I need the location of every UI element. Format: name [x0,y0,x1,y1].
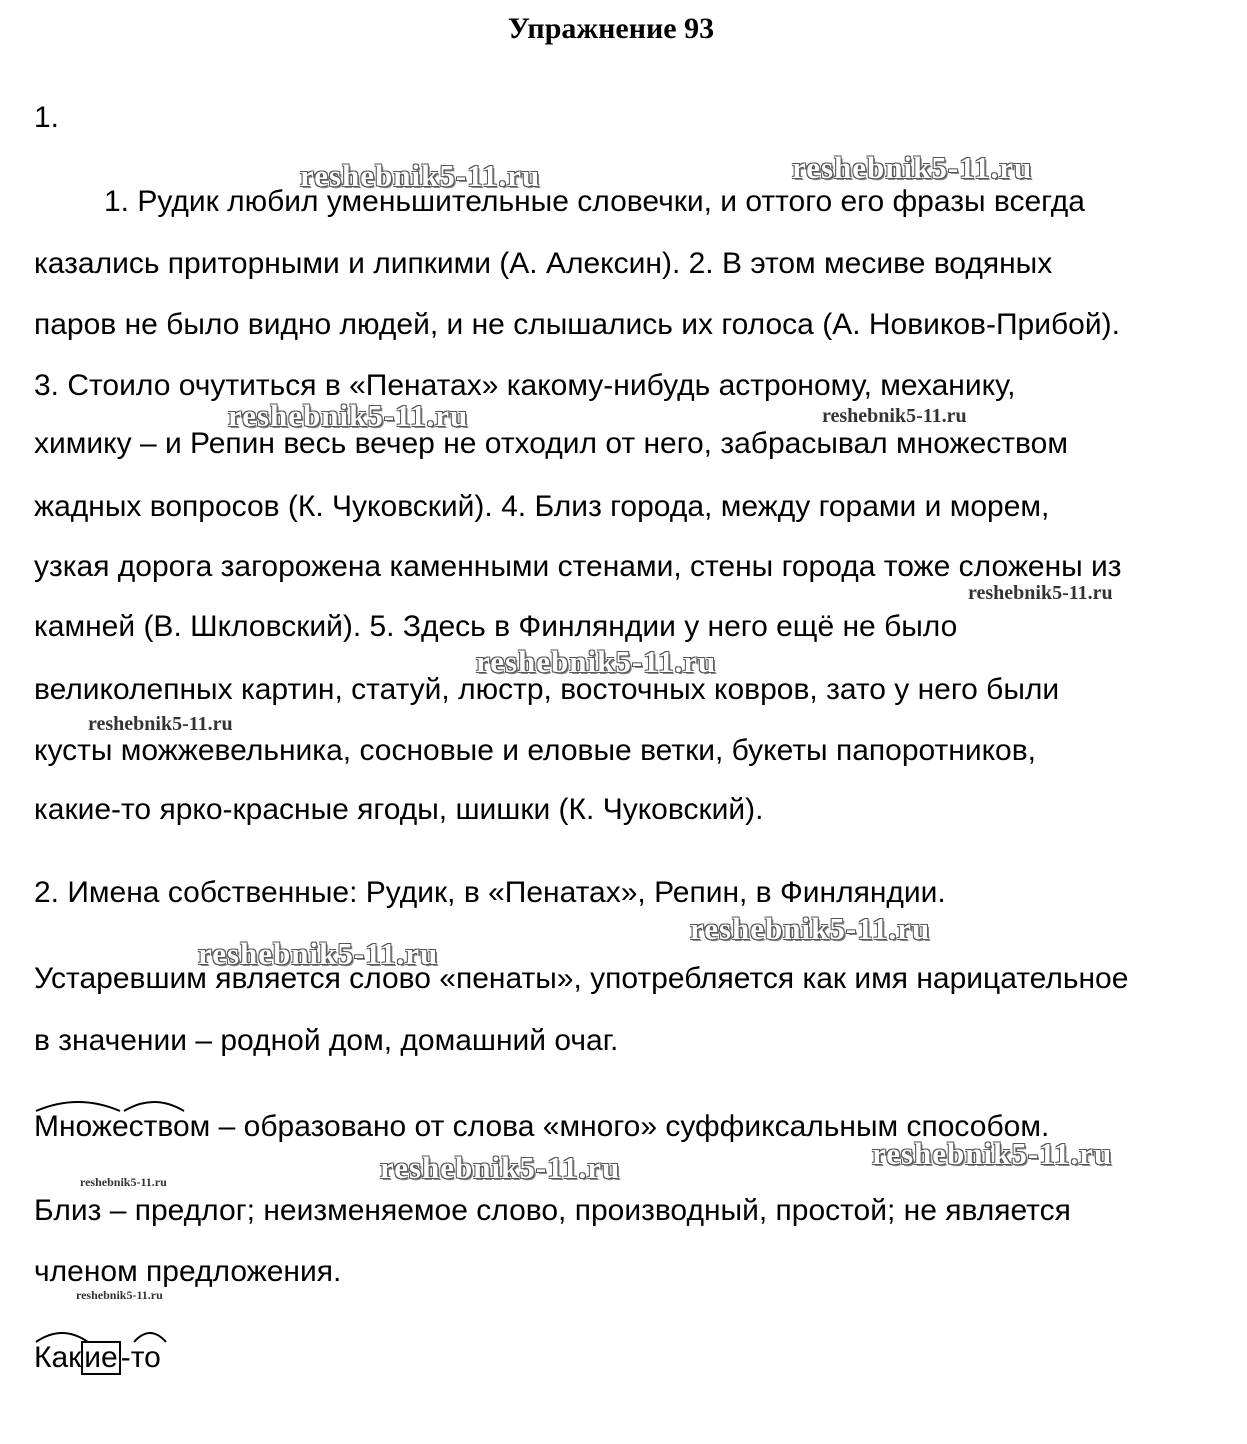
text-line: камней (В. Шкловский). 5. Здесь в Финляндии у него ещё не было [34,610,958,643]
ending-box: ие [81,1341,120,1375]
morpheme-breakdown [34,1340,161,1376]
morphemic-word: Как ие -то [34,1340,161,1376]
root-suffix-arcs [34,1095,204,1115]
watermark: reshebnik5-11.ru [88,713,233,735]
text-line: паров не было видно людей, и не слышались их голоса (А. Новиков-Прибой). [34,308,1120,341]
text-line: жадных вопросов (К. Чуковский). 4. Близ города, между горами и морем, [34,490,1050,523]
text-line: химику – и Репин весь вечер не отходил от него, забрасывал множеством [34,427,1068,460]
text-line: казались приторными и липкими (А. Алексин). 2. В этом месиве водяных [34,247,1053,280]
text-line: какие-то ярко-красные ягоды, шишки (К. Чуковский). [34,793,764,826]
morphemic-word: Множеством [34,1109,210,1145]
watermark: reshebnik5-11.ru [690,911,931,946]
watermark: reshebnik5-11.ru [300,158,541,193]
preposition-analysis-line: Близ – предлог; неизменяемое слово, производный, простой; не является [34,1194,1071,1227]
watermark: reshebnik5-11.ru [380,1150,621,1185]
watermark: reshebnik5-11.ru [968,582,1113,604]
root-postfix-arcs [34,1326,174,1346]
watermark: reshebnik5-11.ru [822,405,967,427]
proper-names-line: 2. Имена собственные: Рудик, в «Пенатах», Репин, в Финляндии. [34,876,946,909]
preposition-analysis-line: членом предложения. [34,1255,342,1288]
section-label: 1. [34,101,60,134]
text-line: узкая дорога загорожена каменными стенами, стены города тоже сложены из [34,550,1122,583]
obsolete-word-line: в значении – родной дом, домашний очаг. [34,1024,619,1057]
word-formation-line: Множеством – образовано от слова «много» суффиксальным способом. [34,1109,1049,1145]
watermark: reshebnik5-11.ru [76,1288,163,1302]
obsolete-word-line: Устаревшим является слово «пенаты», употребляется как имя нарицательное [34,962,1129,995]
watermark: reshebnik5-11.ru [228,398,469,433]
text-line: великолепных картин, статуй, люстр, восточных ковров, зато у него были [34,673,1060,706]
watermark: reshebnik5-11.ru [80,1175,167,1189]
watermark: reshebnik5-11.ru [792,150,1033,185]
text-line: кусты можжевельника, сосновые и еловые ветки, букеты папоротников, [34,734,1037,767]
watermark: reshebnik5-11.ru [198,936,439,971]
text-line: 3. Стоило очутиться в «Пенатах» какому-нибудь астроному, механику, [34,369,1016,402]
text-line: 1. Рудик любил уменьшительные словечки, и оттого его фразы всегда [104,185,1085,218]
page-title: Упражнение 93 [507,12,715,45]
watermark: reshebnik5-11.ru [476,644,717,679]
watermark: reshebnik5-11.ru [872,1136,1113,1171]
